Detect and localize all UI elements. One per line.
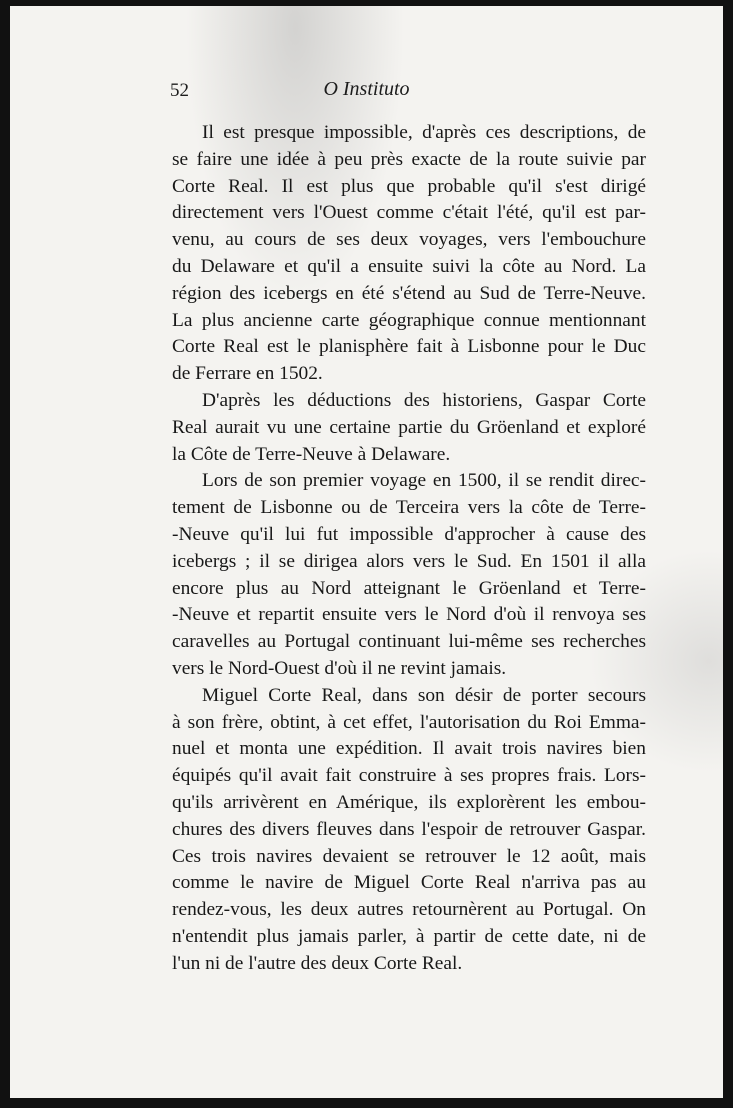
text-line: se faire une idée à peu près exacte de la route suivie par <box>172 148 646 170</box>
text-line: de Ferrare en 1502. <box>172 363 323 385</box>
text-line: -Neuve et repartit ensuite vers le Nord d'où il renvoya ses <box>172 604 646 626</box>
paragraph-2 <box>172 388 646 468</box>
text-line: La plus ancienne carte géographique connue mentionnant <box>172 309 646 331</box>
paragraph-1 <box>172 120 646 388</box>
text-line: chures des divers fleuves dans l'espoir de retrouver Gaspar. <box>172 818 646 840</box>
text-line: équipés qu'il avait fait construire à ses propres frais. Lors- <box>172 765 646 787</box>
text-line: Lors de son premier voyage en 1500, il se rendit direc- <box>202 470 646 492</box>
text-line: venu, au cours de ses deux voyages, vers l'embouchure <box>172 229 646 251</box>
text-line: directement vers l'Ouest comme c'était l'été, qu'il est par- <box>172 202 646 224</box>
text-line: -Neuve qu'il lui fut impossible d'approcher à cause des <box>172 523 646 545</box>
text-line: à son frère, obtint, à cet effet, l'autorisation du Roi Emma- <box>172 711 646 733</box>
text-line: Ces trois navires devaient se retrouver le 12 août, mais <box>172 845 646 867</box>
text-line: région des icebergs en été s'étend au Sud de Terre-Neuve. <box>172 282 646 304</box>
text-line: encore plus au Nord atteignant le Gröenland et Terre- <box>172 577 646 599</box>
text-line: comme le navire de Miguel Corte Real n'arriva pas au <box>172 872 646 894</box>
body-text <box>172 120 646 978</box>
paragraph-3 <box>172 468 646 682</box>
text-line: icebergs ; il se dirigea alors vers le Sud. En 1501 il alla <box>172 550 646 572</box>
text-line: l'un ni de l'autre des deux Corte Real. <box>172 952 463 974</box>
text-line: caravelles au Portugal continuant lui-même ses recherches <box>172 631 646 653</box>
journal-title: O Instituto <box>323 78 410 100</box>
text-line: vers le Nord-Ouest d'où il ne revint jamais. <box>172 657 507 679</box>
page-number: 52 <box>170 80 189 101</box>
book-page <box>10 6 723 1098</box>
paragraph-4 <box>172 683 646 978</box>
text-line: Real aurait vu une certaine partie du Gröenland et exploré <box>172 416 646 438</box>
text-line: Corte Real. Il est plus que probable qu'il s'est dirigé <box>172 175 646 197</box>
text-line: nuel et monta une expédition. Il avait trois navires bien <box>172 738 646 760</box>
text-line: tement de Lisbonne ou de Terceira vers la côte de Terre- <box>172 497 646 519</box>
text-line: rendez-vous, les deux autres retournèrent au Portugal. On <box>172 899 646 921</box>
text-line: Corte Real est le planisphère fait à Lisbonne pour le Duc <box>172 336 646 358</box>
text-line: qu'ils arrivèrent en Amérique, ils explorèrent les embou- <box>172 791 646 813</box>
text-line: D'après les déductions des historiens, Gaspar Corte <box>202 389 646 411</box>
text-line: du Delaware et qu'il a ensuite suivi la côte au Nord. La <box>172 255 646 277</box>
running-head <box>10 76 723 106</box>
text-line: Il est presque impossible, d'après ces descriptions, de <box>202 122 646 143</box>
text-line: n'entendit plus jamais parler, à partir de cette date, ni de <box>172 925 646 947</box>
text-line: la Côte de Terre-Neuve à Delaware. <box>172 443 451 465</box>
text-line: Miguel Corte Real, dans son désir de porter secours <box>202 684 646 706</box>
